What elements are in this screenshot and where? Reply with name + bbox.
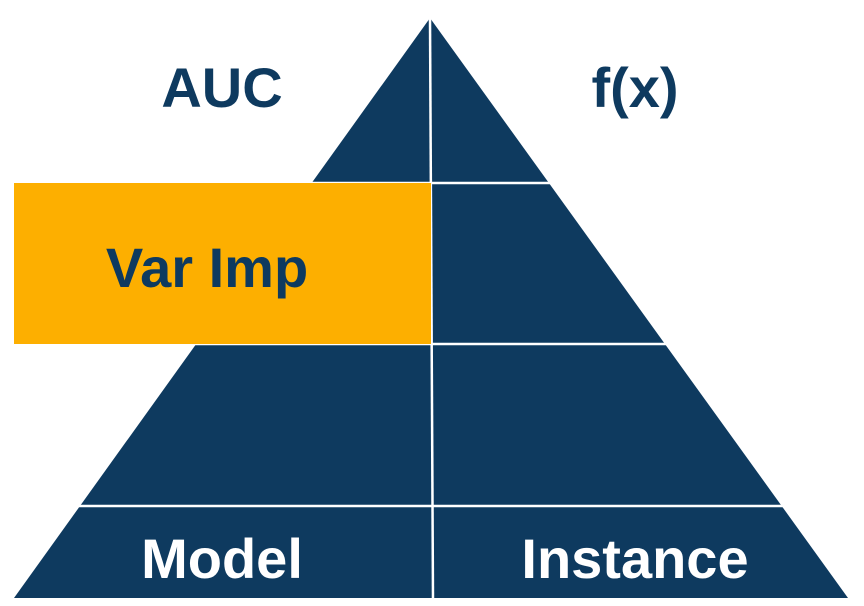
- var-imp-label: Var Imp: [105, 236, 309, 299]
- auc-label: AUC: [161, 56, 283, 119]
- fx-label: f(x): [591, 56, 679, 119]
- model-label: Model: [141, 527, 303, 590]
- instance-label: Instance: [521, 527, 749, 590]
